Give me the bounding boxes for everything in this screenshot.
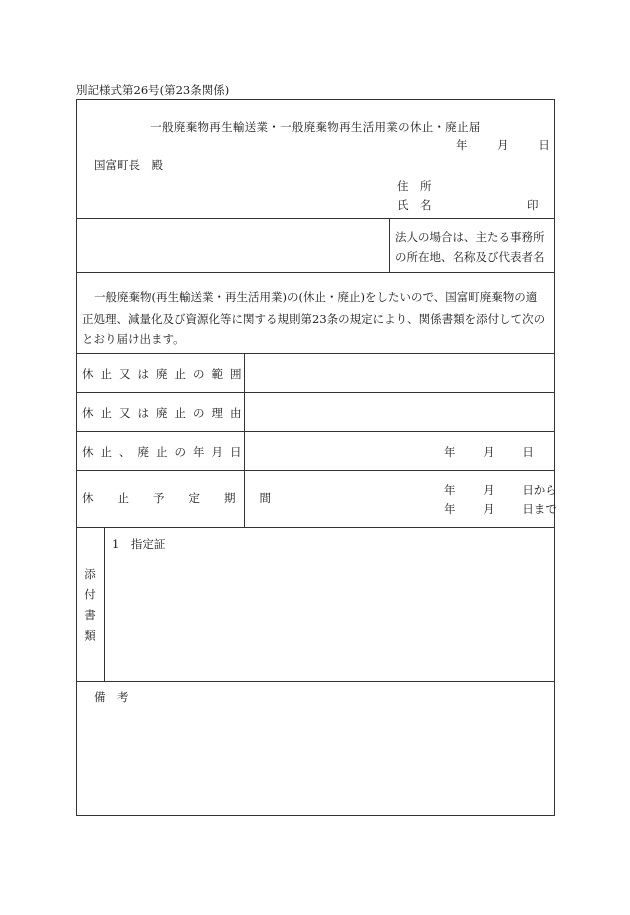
submission-date[interactable]: [456, 137, 550, 153]
statement-line: とおり届け出ます。: [82, 332, 185, 346]
seal-mark: 印: [527, 198, 539, 212]
remarks-field[interactable]: [78, 708, 552, 812]
form-title: 一般廃棄物再生輸送業・一般廃棄物再生活用業の休止・廃止届: [150, 120, 481, 134]
day-label: 日: [538, 138, 550, 152]
statement-text: [82, 286, 550, 308]
year-label: 年: [444, 502, 456, 516]
statement-text: [82, 308, 550, 330]
year-label: 年: [444, 445, 456, 459]
corporate-note-line: の所在地、名称及び代表者名: [395, 250, 545, 264]
rule: [389, 218, 390, 272]
suspension-date-field[interactable]: [444, 444, 534, 460]
month-label: 月: [483, 445, 495, 459]
month-label: 月: [497, 138, 509, 152]
statement-text: [82, 328, 550, 350]
statement-line: 一般廃棄物(再生輸送業・再生活用業)の(休止・廃止)をしたいので、国富町廃棄物の適: [94, 290, 538, 304]
statement-line: 正処理、減量化及び資源化等に関する規則第23条の規定により、関係書類を添付して次の: [82, 312, 546, 326]
rule: [76, 470, 555, 471]
address-label: 住 所: [397, 179, 432, 193]
month-label: 月: [483, 483, 495, 497]
reason-label: 休止又は廃止の理由: [82, 406, 249, 420]
rule: [76, 272, 555, 273]
rule: [76, 527, 555, 528]
rule: [76, 218, 555, 219]
rule: [76, 353, 555, 354]
reason-field[interactable]: [246, 394, 552, 430]
date-label: 休止、廃止の年月日: [82, 445, 249, 459]
period-from-label: 日から: [522, 483, 557, 497]
period-label: 休止予定期間: [82, 491, 295, 505]
remarks-label: 備 考: [94, 690, 129, 704]
form-number: 別記様式第26号(第23条関係): [76, 83, 230, 97]
scope-field[interactable]: [246, 355, 552, 391]
rule: [76, 431, 555, 432]
month-label: 月: [483, 502, 495, 516]
addressee: 国富町長 殿: [94, 158, 163, 172]
attachments-label: 添付書類: [83, 568, 97, 650]
rule: [76, 681, 555, 682]
name-label: 氏 名: [397, 198, 432, 212]
corporate-info-field[interactable]: [78, 220, 388, 270]
period-from-field[interactable]: [444, 482, 557, 498]
period-to-label: 日まで: [522, 502, 557, 516]
attachment-item: 1 指定証: [112, 537, 166, 551]
period-to-field[interactable]: [444, 501, 557, 517]
scope-label: 休止又は廃止の範囲: [82, 367, 249, 381]
year-label: 年: [456, 138, 468, 152]
rule: [104, 527, 105, 681]
year-label: 年: [444, 483, 456, 497]
rule: [76, 392, 555, 393]
day-label: 日: [522, 445, 534, 459]
attachments-field[interactable]: [106, 555, 552, 679]
corporate-note-line: 法人の場合は、主たる事務所: [395, 230, 545, 244]
